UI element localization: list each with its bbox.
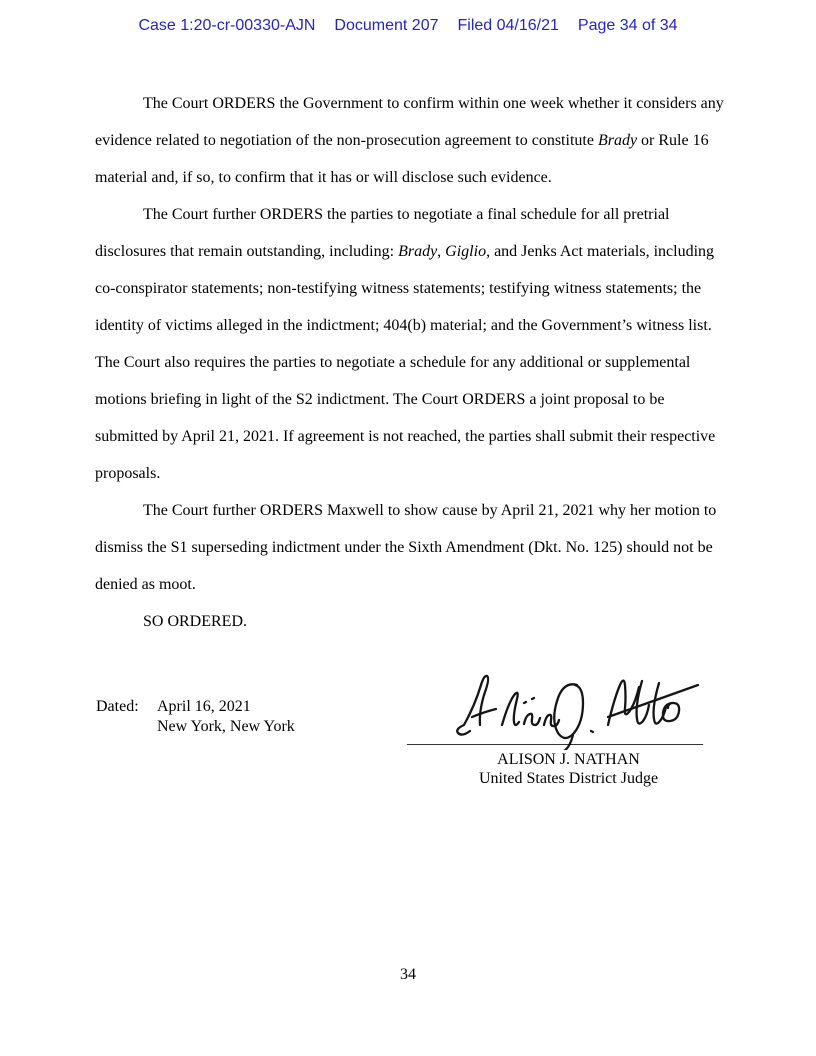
paragraph-text: , and Jenks Act materials, including co-conspirator statements; non-testifying witness statements; testifying witness statements; the identity of victims alleged in the indictment; 404(b) material; and the Government’s witness list. The Court also requires the parties to negotiate a schedule for any additional or supplemental motions briefing in light of the S2 indictment. The Court ORDERS a joint proposal to be submitted by April 21, 2021. If agreement is not reached, the parties shall submit their respective proposals. [95,243,716,482]
ecf-stamp-filed: Filed 04/16/21 [457,17,559,34]
date-value: April 16, 2021 [157,698,251,715]
judge-name: ALISON J. NATHAN [497,751,640,768]
place-value: New York, New York [157,717,295,735]
ecf-stamp-document: Document 207 [334,17,439,34]
ecf-stamp-case: Case 1:20-cr-00330-AJN [138,17,316,34]
ecf-stamp [0,17,816,35]
signature-block [407,655,707,795]
order-paragraph-2 [95,196,724,492]
dated-block [96,697,295,736]
case-citation-italic: Giglio [445,243,487,260]
dated-row [96,697,295,717]
signature-line: _____________________________________ [407,730,703,747]
paragraph-text: The Court further ORDERS the parties to negotiate a final schedule for all pretrial disclosures that remain outstanding, including: [95,206,670,260]
so-ordered-line: SO ORDERED. [143,613,248,630]
case-citation-italic: Brady [597,132,638,149]
order-text [95,85,724,640]
ecf-stamp-page: Page 34 of 34 [577,17,678,34]
case-citation-italic: Brady [398,243,438,260]
place-row [96,717,295,737]
paragraph-text: The Court further ORDERS Maxwell to show cause by April 21, 2021 why her motion to dismiss the S1 superseding indictment under the Sixth Amendment (Dkt. No. 125) should not be denied as moot. [95,502,717,593]
page-number: 34 [400,966,416,983]
judge-identity [420,750,717,788]
paragraph-text: , [437,243,446,260]
dated-label: Dated: [96,698,139,715]
paragraph-text: or Rule 16 material and, if so, to confirm that it has or will disclose such evidence. [95,132,709,186]
paragraph-text: The Court ORDERS the Government to confirm within one week whether it considers any evidence related to negotiation of the non-prosecution agreement to constitute [95,95,724,149]
order-paragraph-1 [95,85,724,196]
judge-title: United States District Judge [478,770,659,787]
order-paragraph-3 [95,492,724,603]
dated-label-spacer [96,717,157,737]
